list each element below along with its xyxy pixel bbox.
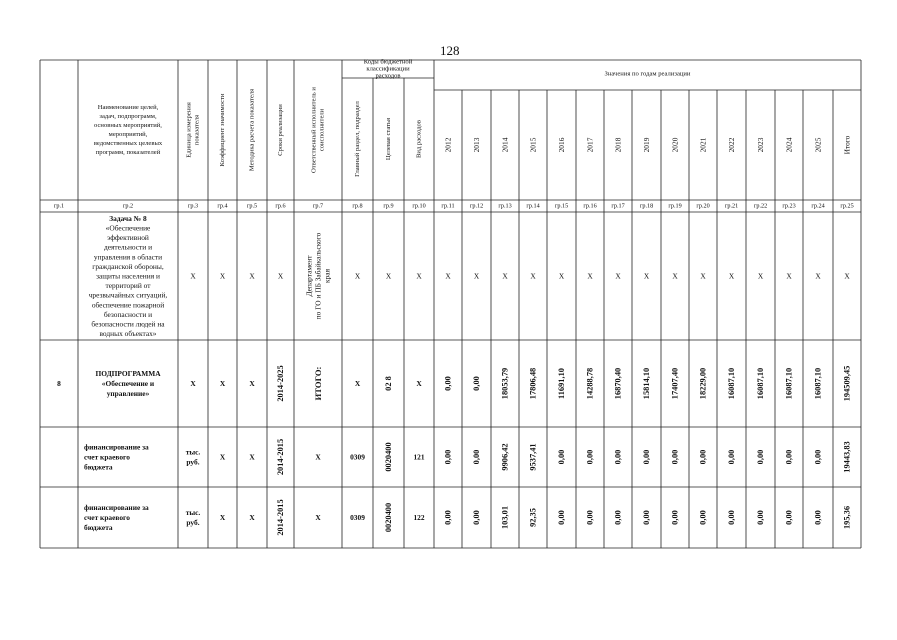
- row-name: управления в области: [93, 252, 163, 262]
- row-value: X: [558, 271, 565, 281]
- row-name: финансирование за: [84, 442, 149, 452]
- group-number-cell: гр.18: [639, 202, 654, 210]
- page-number: 128: [440, 43, 460, 58]
- row-value: 14288,78: [585, 367, 595, 400]
- row-value: X: [445, 271, 451, 281]
- row-value: 0,00: [443, 449, 453, 465]
- row-code-kind: X: [416, 379, 422, 388]
- row-value: 103,01: [500, 505, 510, 530]
- header-coef-cell: Коэффициент значимости: [219, 93, 226, 167]
- row-code-section: 0309: [350, 513, 365, 522]
- group-number-cell: гр.8: [352, 202, 363, 210]
- row-executor: ИТОГО:: [313, 366, 323, 401]
- row-number: 8: [57, 379, 61, 388]
- row-value: 11691,10: [557, 368, 566, 399]
- row-value: 0,00: [613, 510, 623, 525]
- row-code-kind: 122: [413, 513, 425, 522]
- header-year-cell: 2022: [727, 137, 736, 153]
- row-value: 0,00: [443, 376, 453, 391]
- group-number-cell: гр.6: [275, 202, 286, 210]
- header-year-cell: 2018: [613, 137, 623, 153]
- header-code-subcol: Вид расходов: [415, 120, 423, 158]
- header-budget-codes: Коды бюджетной: [363, 58, 413, 66]
- row-name: «Обеспечение: [105, 223, 151, 233]
- row-value: 0,00: [585, 449, 595, 465]
- group-number-cell: гр.17: [611, 202, 625, 210]
- header-year-cell: 2023: [756, 137, 765, 153]
- header-budget-codes: классификации: [366, 65, 410, 73]
- row-name: эффективной: [107, 233, 149, 243]
- row-value: X: [530, 271, 536, 281]
- row-value: X: [615, 271, 621, 281]
- row-value: 0,00: [585, 510, 595, 525]
- group-number-cell: гр.23: [782, 202, 796, 210]
- row-value: 0,00: [472, 376, 481, 391]
- row-value: 15814,10: [642, 367, 651, 400]
- header-name-cell: мероприятий,: [108, 131, 148, 138]
- header-year-cell: 2025: [813, 137, 823, 153]
- row-coef: X: [219, 452, 226, 462]
- header-year-cell: 2021: [698, 137, 708, 153]
- row-name: водных объектах»: [99, 329, 157, 339]
- row-value: 0,00: [756, 510, 765, 525]
- row-value: 9906,42: [500, 443, 510, 471]
- group-number-cell: гр.4: [217, 202, 228, 210]
- row-method: X: [249, 379, 255, 388]
- row-value: 16087,10: [813, 367, 823, 400]
- header-values-title: Значения по годам реализации: [604, 70, 691, 78]
- group-number-cell: гр.24: [811, 202, 825, 210]
- row-name: Задача № 8: [109, 213, 147, 223]
- row-value: 17806,48: [528, 367, 538, 400]
- row-value: 17407,40: [670, 367, 680, 400]
- row-value: 18053,79: [500, 367, 510, 400]
- row-value: X: [502, 271, 508, 281]
- row-coef: X: [219, 271, 226, 281]
- row-name: управление»: [106, 389, 150, 398]
- row-value: X: [728, 271, 735, 281]
- row-code-section: X: [354, 379, 361, 388]
- row-name: деятельности и: [103, 242, 153, 252]
- group-number-cell: гр.16: [583, 202, 597, 210]
- row-code-section: 0309: [350, 452, 365, 462]
- group-number-cell: гр.9: [383, 202, 394, 210]
- row-value: 0,00: [727, 449, 736, 465]
- row-code-section: X: [354, 271, 361, 281]
- group-number-cell: гр.25: [840, 202, 854, 210]
- row-code-article: X: [385, 271, 392, 281]
- row-value: X: [587, 271, 593, 281]
- row-value: 0,00: [557, 510, 566, 525]
- row-unit: тыс.: [185, 508, 201, 517]
- row-code-kind: 121: [413, 452, 425, 462]
- row-value: X: [815, 271, 821, 281]
- header-year-cell: 2013: [472, 137, 481, 153]
- row-name: счет краевого: [84, 452, 130, 462]
- row-value: 0,00: [613, 449, 623, 465]
- header-year-cell: 2014: [500, 137, 510, 153]
- row-unit: X: [190, 271, 196, 281]
- row-value: 0,00: [472, 449, 481, 465]
- row-value: 16870,40: [613, 367, 623, 400]
- row-value: 16087,10: [784, 367, 794, 400]
- header-year-cell: 2016: [557, 137, 566, 153]
- header-year-cell: 2024: [784, 137, 794, 153]
- row-value: X: [786, 271, 792, 281]
- group-number-cell: гр.22: [753, 202, 768, 210]
- row-unit: X: [190, 379, 196, 388]
- header-unit-cell: Единица измерения: [185, 102, 193, 158]
- row-code-article: 02 8: [384, 376, 393, 391]
- row-code-article: 0020400: [384, 502, 393, 533]
- row-term: 2014-2015: [276, 499, 285, 536]
- header-name-cell: Наименование целей,: [97, 104, 159, 111]
- group-number-cell: гр.21: [724, 202, 739, 210]
- row-name: чрезвычайных ситуаций,: [88, 290, 168, 300]
- group-number-cell: гр.10: [412, 202, 426, 210]
- header-method-cell: Методика расчета показателя: [248, 88, 256, 172]
- group-number-cell: гр.19: [668, 202, 682, 210]
- header-code-subcol: Целевая статья: [385, 117, 392, 161]
- row-executor: X: [315, 452, 321, 462]
- row-executor: по ГО и ПБ Забайкальского: [313, 232, 323, 320]
- row-name: защиты населения и: [96, 271, 160, 281]
- row-value: 0,00: [670, 510, 680, 525]
- row-term: X: [277, 271, 284, 281]
- group-number-cell: гр.20: [696, 202, 710, 210]
- group-number-cell: гр.2: [122, 202, 134, 210]
- row-value: X: [643, 271, 650, 281]
- row-value: 0,00: [642, 510, 651, 525]
- row-executor: края: [322, 269, 332, 283]
- row-value: 0,00: [472, 510, 481, 525]
- header-name-cell: задач, подпрограмм,: [99, 113, 157, 120]
- row-name: гражданской обороны,: [92, 261, 164, 271]
- row-name: финансирование за: [84, 503, 149, 512]
- row-name: бюджета: [84, 462, 113, 472]
- row-name: безопасности людей на: [91, 319, 165, 329]
- header-code-subcol: Главный раздел, подраздел: [354, 101, 361, 177]
- header-name-cell: основных мероприятий,: [94, 122, 162, 129]
- row-value: 0,00: [698, 449, 708, 465]
- row-value: 0,00: [443, 510, 453, 525]
- row-value: 0,00: [813, 449, 823, 465]
- group-number-cell: гр.13: [498, 202, 512, 210]
- row-name: бюджета: [84, 523, 113, 532]
- row-code-article: 0020400: [384, 442, 393, 472]
- row-value: 9537,41: [528, 443, 538, 471]
- group-number-cell: гр.3: [187, 202, 199, 210]
- row-value: 0,00: [813, 510, 823, 525]
- group-number-cell: гр.7: [312, 202, 324, 210]
- row-term: 2014-2025: [276, 365, 285, 402]
- row-value: 92,35: [528, 508, 538, 527]
- row-value: 0,00: [670, 449, 680, 465]
- group-number-cell: гр.5: [246, 202, 258, 210]
- row-value: 19443,83: [842, 441, 852, 473]
- header-unit-cell: показателя: [193, 114, 201, 146]
- header-year-cell: 2015: [528, 137, 538, 153]
- group-number-cell: гр.11: [441, 202, 455, 210]
- row-value: X: [700, 271, 706, 281]
- row-unit: тыс.: [185, 447, 201, 457]
- row-value: 0,00: [756, 449, 765, 465]
- row-method: X: [249, 513, 255, 522]
- row-value: 16087,10: [727, 367, 736, 400]
- row-value: X: [844, 271, 850, 281]
- header-term-cell: Сроки реализации: [277, 104, 284, 156]
- row-executor: X: [315, 513, 321, 522]
- group-number-cell: гр.1: [53, 202, 65, 210]
- header-year-cell: Итого: [842, 135, 852, 155]
- group-number-cell: гр.12: [469, 202, 484, 210]
- group-number-cell: гр.15: [554, 202, 569, 210]
- header-name-cell: программ, показателей: [95, 149, 161, 156]
- row-value: 0,00: [784, 510, 794, 525]
- header-year-cell: 2012: [443, 137, 453, 153]
- header-year-cell: 2017: [585, 137, 595, 153]
- header-budget-codes: расходов: [375, 72, 401, 80]
- row-unit: руб.: [186, 457, 200, 467]
- row-value: 194509,45: [842, 365, 852, 402]
- header-executor-cell: Ответственный исполнитель и: [310, 87, 318, 173]
- row-value: X: [473, 271, 480, 281]
- header-year-cell: 2020: [670, 137, 680, 153]
- row-coef: X: [219, 513, 226, 522]
- row-code-kind: X: [416, 271, 422, 281]
- row-value: 0,00: [698, 510, 708, 525]
- row-value: 18229,00: [698, 367, 708, 400]
- group-number-cell: гр.14: [526, 202, 540, 210]
- row-name: «Обеспечение и: [101, 379, 155, 388]
- header-executor-cell: соисполнители: [318, 108, 326, 152]
- row-name: территорий от: [105, 281, 151, 291]
- row-unit: руб.: [186, 518, 200, 527]
- row-value: 16087,10: [756, 367, 765, 400]
- row-method: X: [249, 452, 255, 462]
- row-executor: Департамент: [304, 255, 314, 297]
- row-value: X: [757, 271, 764, 281]
- row-value: 0,00: [784, 449, 794, 465]
- row-value: 195,36: [842, 505, 852, 530]
- row-method: X: [249, 271, 255, 281]
- row-coef: X: [219, 379, 226, 388]
- header-year-cell: 2019: [642, 137, 651, 153]
- row-name: безопасности и: [103, 309, 153, 319]
- row-term: 2014-2015: [276, 438, 285, 476]
- row-value: 0,00: [557, 449, 566, 465]
- row-name: счет краевого: [84, 513, 130, 522]
- row-name: обеспечение пожарной: [91, 300, 165, 310]
- row-value: X: [672, 271, 678, 281]
- row-value: 0,00: [727, 510, 736, 525]
- row-value: 0,00: [642, 449, 651, 465]
- row-name: ПОДПРОГРАММА: [95, 369, 161, 378]
- header-name-cell: ведомственных целевых: [93, 140, 163, 147]
